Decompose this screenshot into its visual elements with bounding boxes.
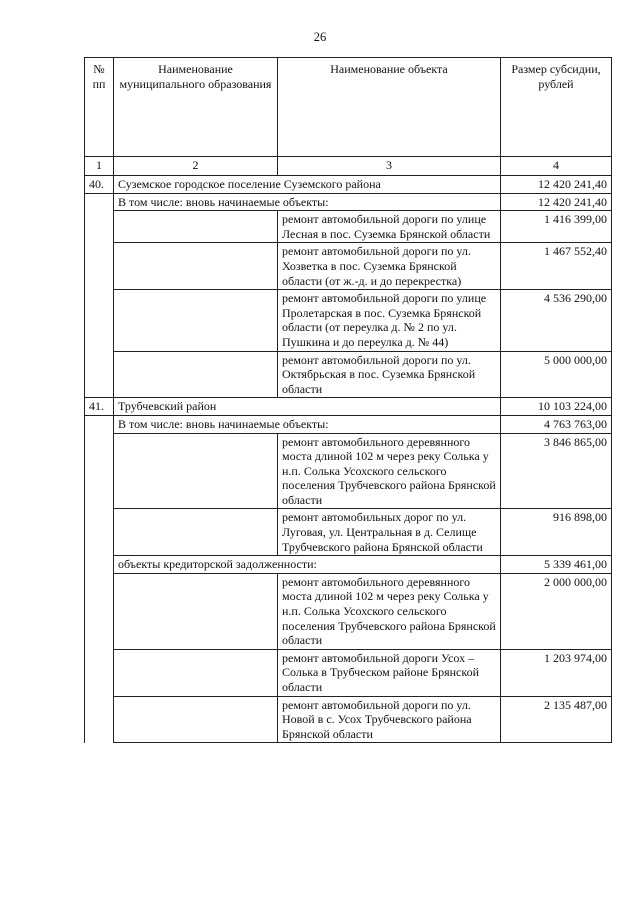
object-amount: 4 536 290,00 bbox=[501, 290, 612, 351]
column-index: 2 bbox=[114, 157, 278, 176]
column-index: 1 bbox=[85, 157, 114, 176]
object-row bbox=[85, 573, 612, 649]
section-row bbox=[85, 176, 612, 194]
page-number: 26 bbox=[313, 30, 327, 44]
object-amount: 3 846 865,00 bbox=[501, 433, 612, 509]
object-row bbox=[85, 696, 612, 743]
object-row bbox=[85, 211, 612, 243]
empty-cell bbox=[114, 509, 278, 556]
object-name: ремонт автомобильного деревянного моста длиной 102 м через реку Солька у н.п. Солька Усохского сельского поселения Трубчевского района Брянской области bbox=[278, 433, 501, 509]
object-name: ремонт автомобильной дороги по ул. Хозветка в пос. Суземка Брянской области (от ж.-д. и до перекрестка) bbox=[278, 243, 501, 290]
empty-cell bbox=[85, 509, 114, 556]
empty-cell bbox=[114, 211, 278, 243]
object-amount: 1 467 552,40 bbox=[501, 243, 612, 290]
section-row bbox=[85, 398, 612, 416]
group-label: В том числе: вновь начинаемые объекты: bbox=[114, 193, 501, 211]
object-name: ремонт автомобильных дорог по ул. Луговая, ул. Центральная в д. Селище Трубчевского района Брянской области bbox=[278, 509, 501, 556]
object-row bbox=[85, 509, 612, 556]
object-row bbox=[85, 243, 612, 290]
empty-cell bbox=[114, 243, 278, 290]
column-index: 4 bbox=[501, 157, 612, 176]
subsidy-table bbox=[84, 57, 612, 743]
group-label: объекты кредиторской задолженности: bbox=[114, 556, 501, 574]
empty-cell bbox=[85, 415, 114, 433]
header-object: Наименование объекта bbox=[278, 58, 501, 157]
empty-cell bbox=[114, 696, 278, 743]
group-row bbox=[85, 415, 612, 433]
empty-cell bbox=[85, 573, 114, 649]
object-amount: 916 898,00 bbox=[501, 509, 612, 556]
empty-cell bbox=[85, 556, 114, 574]
group-total: 5 339 461,00 bbox=[501, 556, 612, 574]
column-index: 3 bbox=[278, 157, 501, 176]
empty-cell bbox=[85, 290, 114, 351]
empty-cell bbox=[114, 290, 278, 351]
empty-cell bbox=[85, 696, 114, 743]
object-name: ремонт автомобильной дороги по улице Лесная в пос. Суземка Брянской области bbox=[278, 211, 501, 243]
section-name: Трубчевский район bbox=[114, 398, 501, 416]
section-total: 10 103 224,00 bbox=[501, 398, 612, 416]
group-label: В том числе: вновь начинаемые объекты: bbox=[114, 415, 501, 433]
object-name: ремонт автомобильного деревянного моста длиной 102 м через реку Солька у н.п. Солька Усохского сельского поселения Трубчевского района Брянской области bbox=[278, 573, 501, 649]
group-row bbox=[85, 193, 612, 211]
section-total: 12 420 241,40 bbox=[501, 176, 612, 194]
group-total: 12 420 241,40 bbox=[501, 193, 612, 211]
empty-cell bbox=[114, 649, 278, 696]
object-amount: 5 000 000,00 bbox=[501, 351, 612, 398]
group-row bbox=[85, 556, 612, 574]
empty-cell bbox=[85, 649, 114, 696]
column-index-row bbox=[85, 157, 612, 176]
object-row bbox=[85, 433, 612, 509]
object-amount: 1 416 399,00 bbox=[501, 211, 612, 243]
header-municipality: Наименование муниципального образования bbox=[114, 58, 278, 157]
header-number: № пп bbox=[85, 58, 114, 157]
empty-cell bbox=[114, 433, 278, 509]
empty-cell bbox=[85, 211, 114, 243]
object-name: ремонт автомобильной дороги по улице Пролетарская в пос. Суземка Брянской области (от переулка д. № 2 по ул. Пушкина и до переулка д. № 44) bbox=[278, 290, 501, 351]
group-total: 4 763 763,00 bbox=[501, 415, 612, 433]
object-row bbox=[85, 290, 612, 351]
object-name: ремонт автомобильной дороги по ул. Новой в с. Усох Трубчевского района Брянской области bbox=[278, 696, 501, 743]
section-name: Суземское городское поселение Суземского района bbox=[114, 176, 501, 194]
empty-cell bbox=[85, 243, 114, 290]
header-subsidy: Размер субсидии, рублей bbox=[501, 58, 612, 157]
empty-cell bbox=[114, 351, 278, 398]
object-name: ремонт автомобильной дороги по ул. Октябрьская в пос. Суземка Брянской области bbox=[278, 351, 501, 398]
object-amount: 2 135 487,00 bbox=[501, 696, 612, 743]
section-number: 40. bbox=[85, 176, 114, 194]
empty-cell bbox=[85, 433, 114, 509]
object-row bbox=[85, 649, 612, 696]
object-name: ремонт автомобильной дороги Усох – Солька в Трубческом районе Брянской области bbox=[278, 649, 501, 696]
empty-cell bbox=[85, 193, 114, 211]
empty-cell bbox=[114, 573, 278, 649]
section-number: 41. bbox=[85, 398, 114, 416]
table-header-row bbox=[85, 58, 612, 157]
object-amount: 1 203 974,00 bbox=[501, 649, 612, 696]
empty-cell bbox=[85, 351, 114, 398]
object-amount: 2 000 000,00 bbox=[501, 573, 612, 649]
object-row bbox=[85, 351, 612, 398]
